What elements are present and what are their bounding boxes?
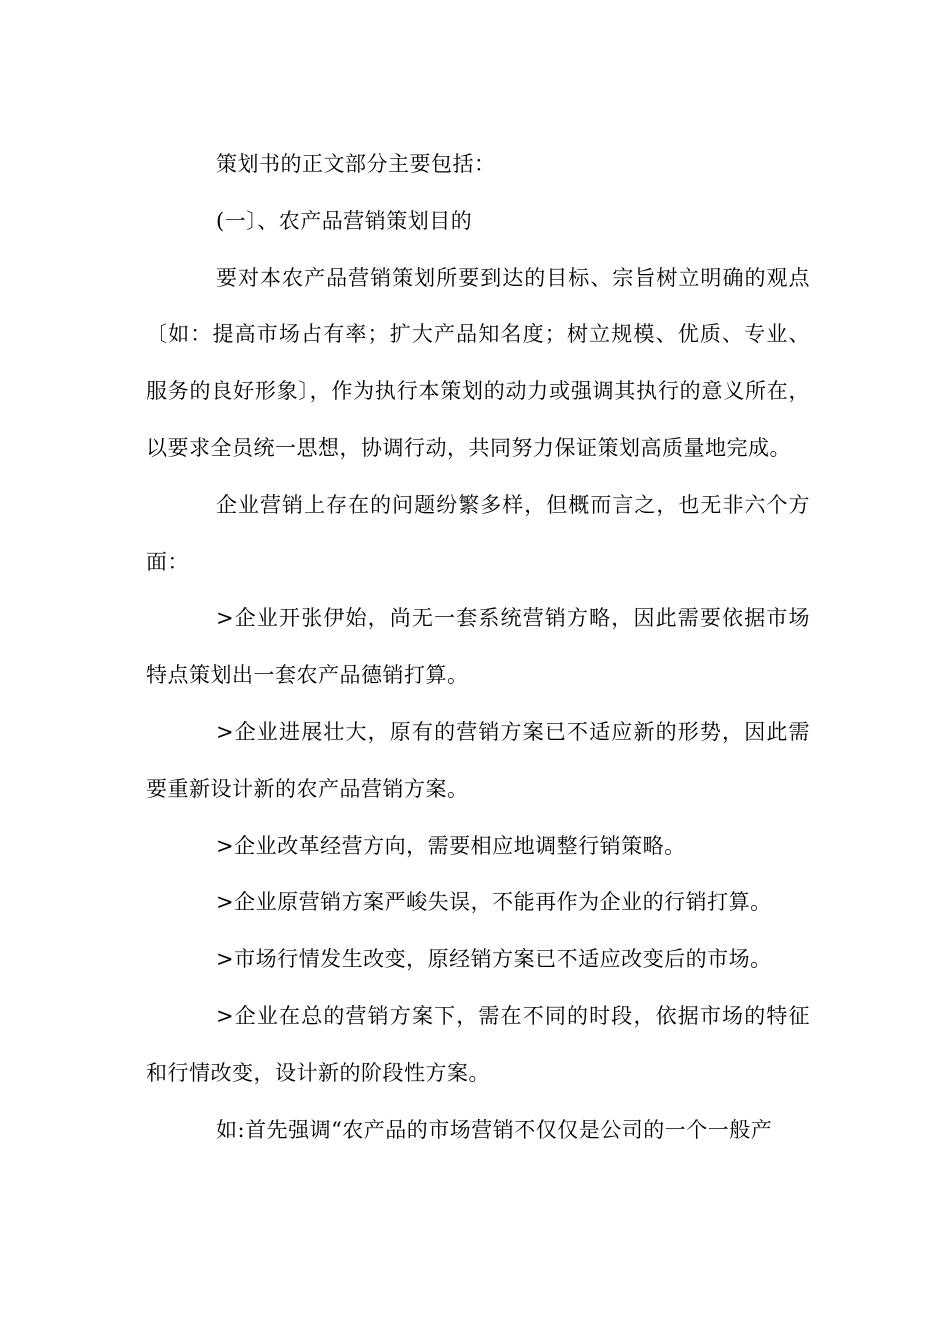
section-heading: (一〕、农产品营销策划目的	[216, 208, 473, 233]
paragraph-example: 如:首先强调“农产品的市场营销不仅仅是公司的一个一般产	[216, 1117, 773, 1142]
list-item: >企业在总的营销方案下，需在不同的时段，依据市场的特征和行情改变，设计新的阶段性方案。	[146, 1003, 810, 1085]
paragraph-purpose: 要对本农产品营销策划所要到达的目标、宗旨树立明确的观点〔如：提高市场占有率；扩大产品知名度；树立规模、优质、专业、服务的良好形象〕，作为执行本策划的动力或强调其执行的意义所在，以要求全员统一思想，协调行动，共同努力保证策划高质量地完成。	[146, 265, 810, 460]
document-body	[146, 136, 810, 1158]
list-item: >企业开张伊始，尚无一套系统营销方略，因此需要依据市场特点策划出一套农产品德销打算。	[146, 606, 810, 688]
list-item: >企业改革经营方向，需要相应地调整行销策略。	[216, 833, 686, 858]
paragraph-intro: 策划书的正文部分主要包括：	[216, 152, 496, 176]
list-item: >企业进展壮大，原有的营销方案已不适应新的形势，因此需要重新设计新的农产品营销方案。	[146, 719, 810, 801]
list-item: >市场行情发生改变，原经销方案已不适应改变后的市场。	[216, 947, 772, 972]
list-item: >企业原营销方案严峻失误，不能再作为企业的行销打算。	[216, 890, 772, 915]
paragraph-problems: 企业营销上存在的问题纷繁多样，但概而言之，也无非六个方面：	[146, 492, 810, 574]
